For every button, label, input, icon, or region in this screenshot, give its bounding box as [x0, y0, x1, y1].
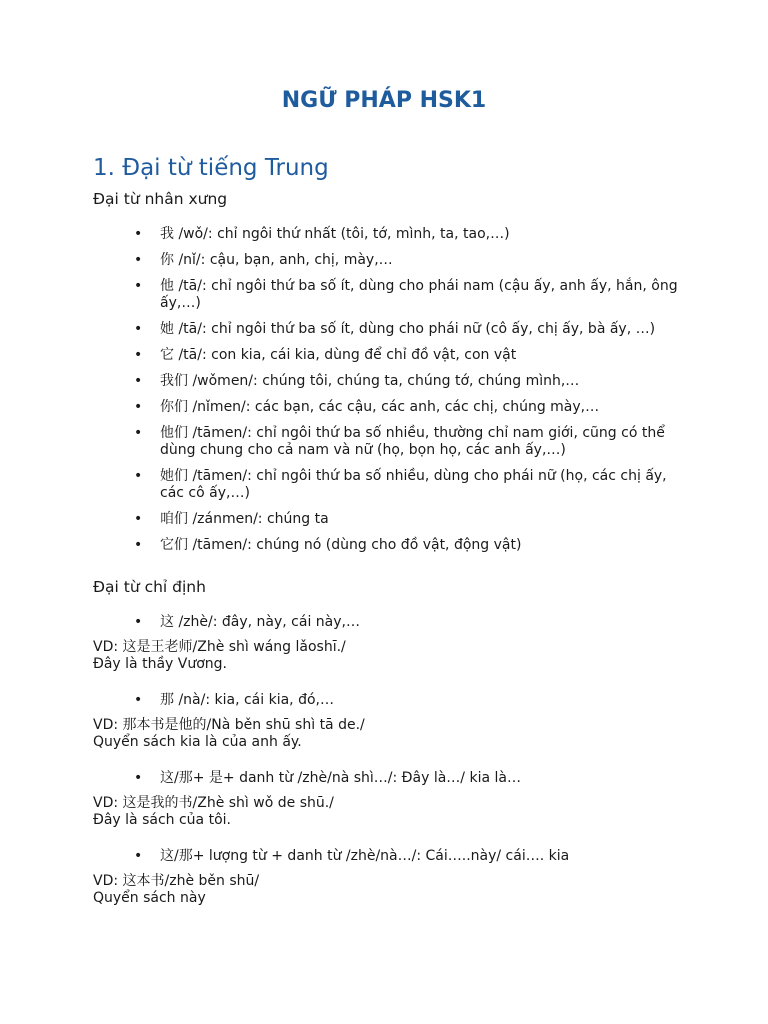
- list-item: • 这 /zhè/: đây, này, cái này,…: [0, 614, 680, 631]
- page-title: NGỮ PHÁP HSK1: [281, 88, 487, 113]
- demonstrative-list: [0, 692, 768, 709]
- demonstrative-list: [0, 770, 768, 787]
- list-item: • 这/那+ 是+ danh từ /zhè/nà shì…/: Đây là…/ kia là…: [0, 770, 680, 787]
- list-item: • 你 /nǐ/: cậu, bạn, anh, chị, mày,…: [0, 252, 680, 269]
- list-item: • 我 /wǒ/: chỉ ngôi thứ nhất (tôi, tớ, mình, ta, tao,…): [0, 226, 680, 243]
- list-item: • 她 /tā/: chỉ ngôi thứ ba số ít, dùng cho phái nữ (cô ấy, chị ấy, bà ấy, …): [0, 321, 680, 338]
- list-item: • 这/那+ lượng từ + danh từ /zhè/nà…/: Cái…..này/ cái…. kia: [0, 848, 680, 865]
- example-meaning: Đây là thầy Vương.: [93, 656, 227, 672]
- example-line: VD: 这本书/zhè běn shū/: [93, 873, 260, 889]
- subsection-heading-personal: Đại từ nhân xưng: [93, 190, 228, 208]
- example-meaning: Đây là sách của tôi.: [93, 812, 231, 828]
- demonstrative-list: [0, 614, 768, 631]
- example-meaning: Quyển sách này: [93, 890, 206, 906]
- list-item: • 那 /nà/: kia, cái kia, đó,…: [0, 692, 680, 709]
- list-item: • 她们 /tāmen/: chỉ ngôi thứ ba số nhiều, dùng cho phái nữ (họ, các chị ấy, các cô ấy,…): [0, 468, 680, 502]
- list-item: • 他们 /tāmen/: chỉ ngôi thứ ba số nhiều, thường chỉ nam giới, cũng có thể dùng chung cho cả nam và nữ (họ, bọn họ, các anh ấy,…): [0, 425, 680, 459]
- example-line: VD: 这是王老师/Zhè shì wáng lǎoshī./: [93, 639, 346, 655]
- example-meaning: Quyển sách kia là của anh ấy.: [93, 734, 302, 750]
- list-item: • 他 /tā/: chỉ ngôi thứ ba số ít, dùng cho phái nam (cậu ấy, anh ấy, hắn, ông ấy,…): [0, 278, 680, 312]
- list-item: • 它 /tā/: con kia, cái kia, dùng để chỉ đồ vật, con vật: [0, 347, 680, 364]
- example-line: VD: 那本书是他的/Nà běn shū shì tā de./: [93, 717, 365, 733]
- subsection-heading-demonstrative: Đại từ chỉ định: [93, 578, 206, 596]
- personal-pronoun-list: [0, 226, 768, 554]
- list-item: • 咱们 /zánmen/: chúng ta: [0, 511, 680, 528]
- list-item: • 你们 /nǐmen/: các bạn, các cậu, các anh, các chị, chúng mày,…: [0, 399, 680, 416]
- section-heading: 1. Đại từ tiếng Trung: [93, 155, 329, 181]
- list-item: • 它们 /tāmen/: chúng nó (dùng cho đồ vật, động vật): [0, 537, 680, 554]
- list-item: • 我们 /wǒmen/: chúng tôi, chúng ta, chúng tớ, chúng mình,…: [0, 373, 680, 390]
- demonstrative-list: [0, 848, 768, 865]
- example-line: VD: 这是我的书/Zhè shì wǒ de shū./: [93, 795, 334, 811]
